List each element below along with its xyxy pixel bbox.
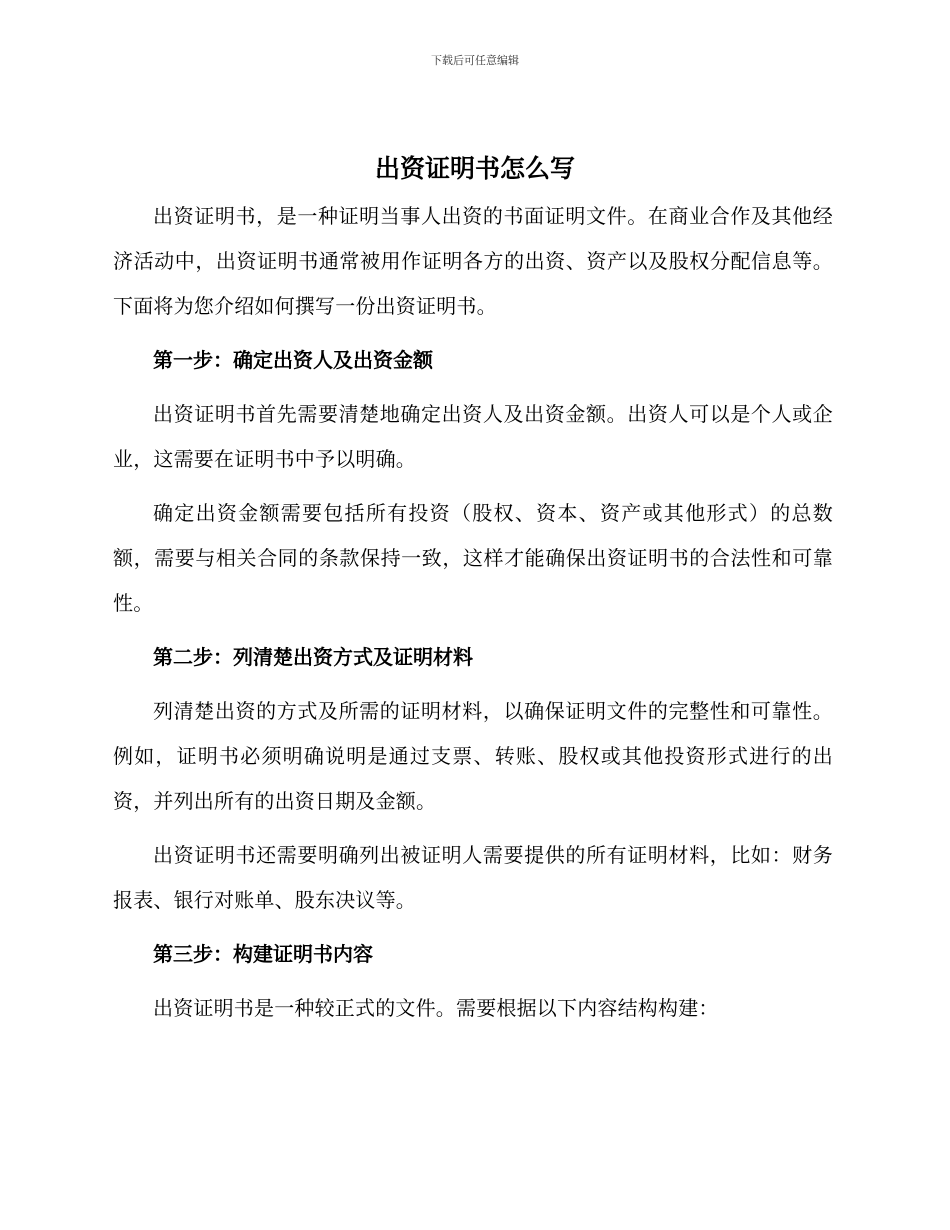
intro-paragraph: 出资证明书，是一种证明当事人出资的书面证明文件。在商业合作及其他经济活动中，出资证明书通常被用作证明各方的出资、资产以及股权分配信息等。下面将为您介绍如何撰写一份出资证明书。 [113, 204, 833, 318]
document-body [113, 194, 833, 1031]
step2-heading: 第二步：列清楚出资方式及证明材料 [153, 645, 473, 669]
step3-heading: 第三步：构建证明书内容 [153, 942, 373, 966]
page-title: 出资证明书怎么写 [374, 154, 575, 183]
step2-paragraph-2: 出资证明书还需要明确列出被证明人需要提供的所有证明材料，比如：财务报表、银行对账单、股东决议等。 [113, 843, 833, 912]
step1-heading: 第一步：确定出资人及出资金额 [153, 348, 433, 372]
header-note: 下载后可任意编辑 [431, 54, 519, 67]
step3-paragraph-1: 出资证明书是一种较正式的文件。需要根据以下内容结构构建： [153, 996, 719, 1020]
step2-paragraph-1: 列清楚出资的方式及所需的证明材料，以确保证明文件的完整性和可靠性。例如，证明书必须明确说明是通过支票、转账、股权或其他投资形式进行的出资，并列出所有的出资日期及金额。 [113, 699, 833, 813]
step1-paragraph-1: 出资证明书首先需要清楚地确定出资人及出资金额。出资人可以是个人或企业，这需要在证明书中予以明确。 [113, 402, 833, 471]
step1-paragraph-2: 确定出资金额需要包括所有投资（股权、资本、资产或其他形式）的总数额，需要与相关合同的条款保持一致，这样才能确保出资证明书的合法性和可靠性。 [113, 501, 833, 615]
